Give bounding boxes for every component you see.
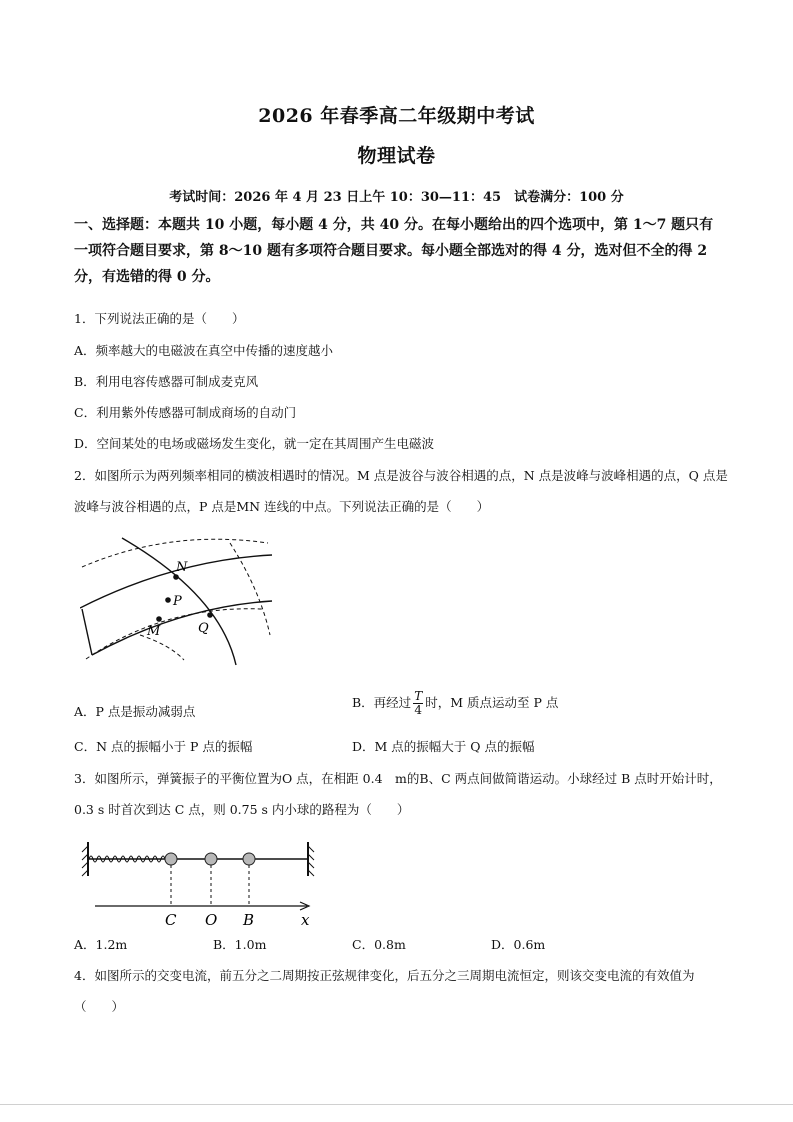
label-m: M xyxy=(147,624,161,639)
q4-stem: 4．如图所示的交变电流，前五分之二周期按正弦规律变化，后五分之三周期电流恒定，则该交变电流的有效值为（ ） xyxy=(74,968,695,1014)
bottom-rule xyxy=(0,1104,793,1105)
q2-option-d: D．M 点的振幅大于 Q 点的振幅 xyxy=(352,739,535,754)
q1-option-b: B．利用电容传感器可制成麦克风 xyxy=(74,374,259,389)
label-b: B xyxy=(243,911,255,929)
q2-option-a: A．P 点是振动减弱点 xyxy=(74,704,196,719)
label-o: O xyxy=(205,911,218,929)
q3-option-c: C．0.8m xyxy=(352,937,406,952)
label-n: N xyxy=(176,560,188,575)
q2-option-b xyxy=(352,690,558,717)
q1-stem: 1．下列说法正确的是（ ） xyxy=(74,311,245,326)
fraction-numerator: T xyxy=(414,689,423,703)
fraction-denominator: 4 xyxy=(414,703,423,717)
q2-option-b-prefix: B．再经过 xyxy=(352,695,412,710)
q3-option-b: B．1.0m xyxy=(213,937,267,952)
exam-info: 考试时间：2026 年 4 月 23 日上午 10：30—11：45 试卷满分：100 分 xyxy=(169,190,624,205)
label-p: P xyxy=(173,594,182,609)
q2-option-b-suffix: 时，M 质点运动至 P 点 xyxy=(425,695,559,710)
q2-wave-figure xyxy=(80,535,275,675)
label-c: C xyxy=(165,911,177,929)
q2-option-c: C．N 点的振幅小于 P 点的振幅 xyxy=(74,739,253,754)
q3-stem: 3．如图所示，弹簧振子的平衡位置为O 点，在相距 0.4 m的B、C 两点间做简谐运动。小球经过 B 点时开始计时，0.3 s 时首次到达 C 点，则 0.75 s 内小球的路程为（ ） xyxy=(74,771,722,817)
q1-option-a: A．频率越大的电磁波在真空中传播的速度越小 xyxy=(74,343,334,358)
t-over-4-fraction xyxy=(413,690,423,717)
q1-option-d: D．空间某处的电场或磁场发生变化，就一定在其周围产生电磁波 xyxy=(74,436,435,451)
q1-option-c: C．利用紫外传感器可制成商场的自动门 xyxy=(74,405,297,420)
q3-option-a: A．1.2m xyxy=(74,937,128,952)
subject-title: 物理试卷 xyxy=(357,145,436,167)
exam-title: 2026 年春季高二年级期中考试 xyxy=(258,105,535,127)
label-x: x xyxy=(301,911,310,929)
q3-option-d: D．0.6m xyxy=(491,937,546,952)
section1-heading: 一、选择题：本题共 10 小题，每小题 4 分，共 40 分。在每小题给出的四个选项中，第 1～7 题只有一项符合题目要求，第 8～10 题有多项符合题目要求。每小题全部选对的得 4 分，选对但不全的得 2 分，有选错的得 0 分。 xyxy=(74,217,714,285)
q2-stem: 2．如图所示为两列频率相同的横波相遇时的情况。M 点是波谷与波谷相遇的点，N 点是波峰与波峰相遇的点，Q 点是波峰与波谷相遇的点，P 点是MN 连线的中点。下列说法正确的是（ ） xyxy=(74,468,728,514)
label-q: Q xyxy=(198,621,209,636)
q3-spring-figure xyxy=(75,838,325,930)
